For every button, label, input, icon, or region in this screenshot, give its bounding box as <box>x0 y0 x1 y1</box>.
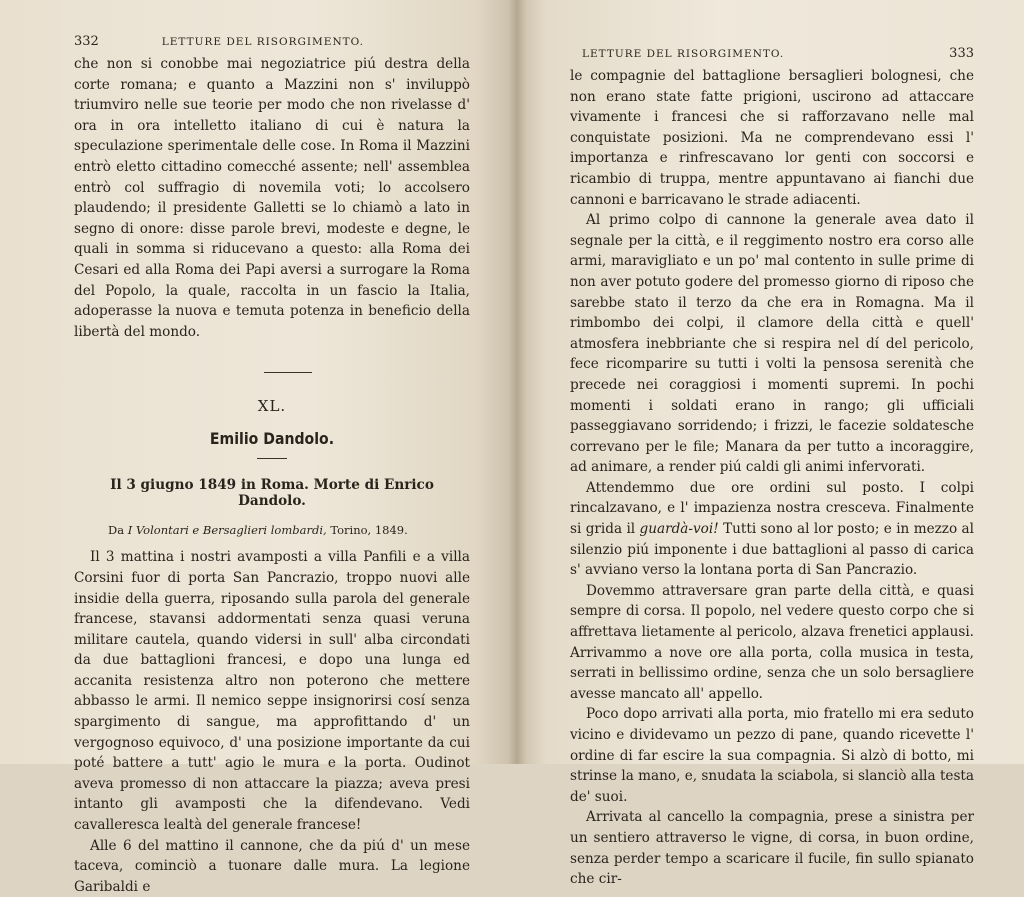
paragraph-text: Tutti sono al lor posto; e in mezzo al silenzio piú imponente i due battaglioni al passo di carica s' avviano verso la lontana porta di San Pancrazio. <box>570 521 974 579</box>
section-divider <box>264 372 312 373</box>
paragraph-text: Attendemmo due ore ordini sul posto. I colpi rincalzavano, e l' impazienza nostra cresceva. Finalmente si grida il <box>570 479 974 538</box>
source-suffix: Torino, 1849. <box>330 523 408 538</box>
body-paragraph <box>570 478 974 581</box>
source-prefix: Da <box>108 523 125 538</box>
chapter-title: Emilio Dandolo. <box>209 429 335 449</box>
italic-command: guardà-voi! <box>639 521 719 538</box>
source-title: I Volontari e Bersaglieri lombardi, <box>127 523 327 538</box>
right-page-header <box>570 46 974 62</box>
running-title-right: LETTURE DEL RISORGIMENTO. <box>582 48 785 60</box>
title-underline <box>257 458 287 459</box>
page-number-right: 333 <box>949 46 974 61</box>
running-title-left: LETTURE DEL RISORGIMENTO. <box>161 36 364 48</box>
chapter-subtitle: Il 3 giugno 1849 in Roma. Morte di Enrico Dandolo. <box>110 477 434 510</box>
body-paragraph: Al primo colpo di cannone la generale avea dato il segnale per la città, e il reggimento nostro era corso alle armi, maravigliato e un po' mal contento in sulle prime di non aver potuto godere del promesso giorno di riposo che sarebbe stato il terzo da che era in Romagna. Ma il rimbombo dei colpi, il clamore della città e quell' atmosfera inebbriante che si respira nel dí del pericolo, fece ricomparire su tutti i volti la pensosa serenità che precede nei coraggiosi i momenti supremi. In pochi momenti i soldati erano in rango; gli ufficiali passeggiavano sorridendo; i frizzi, le facezie soldatesche correvano per le file; Manara da per tutto a incoraggire, ad animare, a render piú caldi gli animi infervorati. <box>570 212 974 476</box>
right-page <box>516 0 1024 888</box>
source-citation <box>74 523 470 537</box>
body-paragraph: Poco dopo arrivati alla porta, mio fratello mi era seduto vicino e dividevamo un pezzo di pane, quando ricevette l' ordine di far escire la sua compagnia. Si alzò di botto, mi strinse la mano, e, snudata la sciabola, si slanciò alla testa de' suoi. <box>570 706 974 805</box>
left-page-header <box>74 34 474 50</box>
chapter-number: XL. <box>257 397 287 416</box>
body-paragraph: Arrivata al cancello la compagnia, prese a sinistra per un sentiero attraverso le vigne, di corsa, in buon ordine, senza perder tempo a scaricare il fucile, fin sullo spianato che cir- <box>570 809 974 888</box>
body-paragraph: Dovemmo attraversare gran parte della città, e quasi sempre di corsa. Il popolo, nel vedere questo corpo che si affrettava lietamente al pericolo, alzava frenetici applausi. Arrivammo a nove ore alla porta, colla musica in testa, serrati in bellissimo ordine, senza che un solo bersagliere avesse mancato all' appello. <box>570 582 974 702</box>
opening-paragraph: che non si conobbe mai negoziatrice piú destra della corte romana; e quanto a Mazzini non s' inviluppò triumviro nelle sue teorie per modo che non rivelasse d' ora in ora intelletto italiano di cui è natura la speculazione sperimentale delle cose. In Roma il Mazzini entrò eletto cittadino comecché assente; nell' assemblea entrò col suffragio di novemila voti; lo accolsero plaudendo; il presidente Galletti se lo chiamò a lato in segno di onore: disse parole brevi, modeste e degne, le quali in somma si riducevano a questo: alla Roma dei Cesari ed alla Roma dei Papi aversi a surrogare la Roma del Popolo, la quale, raccolta in un fascio la Italia, adoperasse la nuova e temuta potenza in beneficio della libertà del mondo. <box>74 56 470 340</box>
page-number-left: 332 <box>74 34 99 49</box>
body-paragraph: Alle 6 del mattino il cannone, che da piú d' un mese taceva, cominciò a tuonare dalle mura. La legione Garibaldi e <box>74 837 470 895</box>
body-paragraph: le compagnie del battaglione bersaglieri bolognesi, che non erano state fatte prigioni, uscirono ad attaccare vivamente i francesi che si rafforzavano nelle mal conquistate posizioni. Ma ne comprendevano essi l' importanza e rinfrescavano lor genti con soccorsi e ricambio di truppa, mentre appuntavano ai fianchi due cannoni e barricavano le strade adiacenti. <box>570 68 974 208</box>
body-paragraph: Il 3 mattina i nostri avamposti a villa Panfili e a villa Corsini fuor di porta San Pancrazio, troppo nuovi alle insidie della guerra, riposando sulla parola del generale francese, stavansi addormentati senza quasi veruna militare cautela, quando vidersi in sull' alba circondati da due battaglioni francesi, e dopo una lunga ed accanita resistenza altro non poterono che mettere abbasso le armi. Il nemico seppe insignorirsi cosí senza spargimento di sangue, ma approfittando d' un vergognoso equivoco, d' una posizione importante da cui poté battere a tutt' agio le mura e la porta. Oudinot aveva promesso di non attaccare la piazza; aveva presi intanto gli avamposti che la difendevano. Vedi cavalleresca lealtà del generale francese! <box>74 549 470 834</box>
